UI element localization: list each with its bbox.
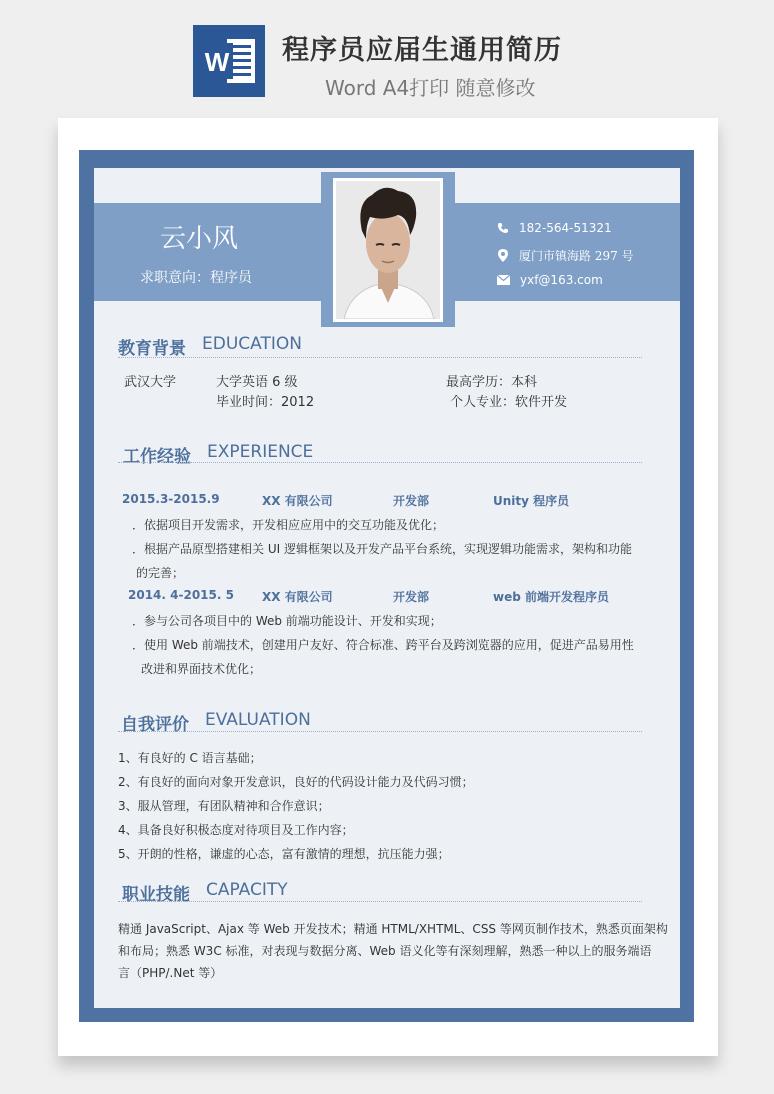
job-intent: 求职意向：程序员 (140, 270, 252, 286)
phone-icon (497, 222, 509, 234)
mail-icon (497, 275, 510, 285)
job-duty: ．参与公司各项目中的 Web 前端功能设计、开发和实现； (132, 614, 442, 628)
location-pin-icon (497, 249, 509, 262)
profile-photo (333, 178, 443, 322)
education-degree: 最高学历：本科 (446, 375, 538, 390)
job-role: Unity 程序员 (493, 494, 570, 508)
capacity-line: 和布局；熟悉 W3C 标准，对表现与数据分离、Web 语义化等有深刻理解，熟悉一种以上的服务端语 (118, 944, 652, 958)
job-duty: 的完善； (136, 566, 185, 580)
evaluation-title-en: EVALUATION (205, 710, 311, 730)
education-major: 个人专业：软件开发 (450, 395, 568, 410)
capacity-title-cn: 职业技能 (122, 885, 190, 905)
evaluation-title-cn: 自我评价 (121, 715, 189, 735)
page-title: 程序员应届生通用简历 (282, 35, 562, 66)
svg-text:W: W (204, 47, 230, 77)
capacity-line: 言（PHP/.Net 等） (118, 966, 223, 980)
evaluation-item: 5、开朗的性格，谦虚的心态，富有激情的理想，抗压能力强； (118, 847, 450, 861)
experience-title-cn: 工作经验 (123, 447, 191, 467)
word-logo-icon (193, 25, 265, 97)
evaluation-item: 4、具备良好积极态度对待项目及工作内容； (118, 823, 354, 837)
job-duty: ．依据项目开发需求，开发相应应用中的交互功能及优化； (132, 518, 445, 532)
evaluation-divider (118, 731, 642, 732)
job-company: XX 有限公司 (262, 494, 333, 508)
contact-phone (497, 221, 612, 235)
page-subtitle: Word A4打印 随意修改 (325, 76, 536, 100)
evaluation-item: 2、有良好的面向对象开发意识，良好的代码设计能力及代码习惯； (118, 775, 474, 789)
job-duty: ．使用 Web 前端技术，创建用户友好、符合标准、跨平台及跨浏览器的应用，促进产品易用性 (132, 638, 634, 652)
capacity-title-en: CAPACITY (206, 880, 288, 900)
capacity-divider (118, 901, 642, 902)
address-text: 厦门市镇海路 297 号 (519, 249, 634, 263)
education-school: 武汉大学 (124, 375, 177, 390)
experience-title-en: EXPERIENCE (207, 442, 314, 462)
education-english: 大学英语 6 级 (216, 375, 298, 390)
job-period: 2014. 4-2015. 5 (128, 588, 234, 602)
job-duty: 改进和界面技术优化； (141, 662, 262, 676)
education-divider (118, 357, 642, 358)
evaluation-item: 3、服从管理，有团队精神和合作意识； (118, 799, 330, 813)
job-period: 2015.3-2015.9 (122, 492, 220, 506)
experience-divider (118, 462, 642, 463)
candidate-name: 云小风 (160, 224, 239, 254)
contact-address (497, 247, 634, 264)
job-duty: ．根据产品原型搭建相关 UI 逻辑框架以及开发产品平台系统，实现逻辑功能需求，架构和功能 (132, 542, 632, 556)
job-role: web 前端开发程序员 (493, 590, 609, 604)
phone-text: 182-564-51321 (519, 221, 612, 235)
job-dept: 开发部 (393, 590, 430, 604)
email-text: yxf@163.com (520, 273, 603, 287)
capacity-line: 精通 JavaScript、Ajax 等 Web 开发技术；精通 HTML/XHTML、CSS 等网页制作技术，熟悉页面架构 (118, 922, 668, 936)
education-graduation: 毕业时间：2012 (216, 395, 315, 410)
evaluation-item: 1、有良好的 C 语言基础； (118, 751, 262, 765)
job-dept: 开发部 (393, 494, 430, 508)
education-title-en: EDUCATION (202, 334, 302, 354)
education-heading (118, 334, 302, 359)
experience-heading (123, 442, 313, 467)
job-company: XX 有限公司 (262, 590, 333, 604)
education-title-cn: 教育背景 (118, 339, 186, 359)
contact-email (497, 273, 603, 287)
